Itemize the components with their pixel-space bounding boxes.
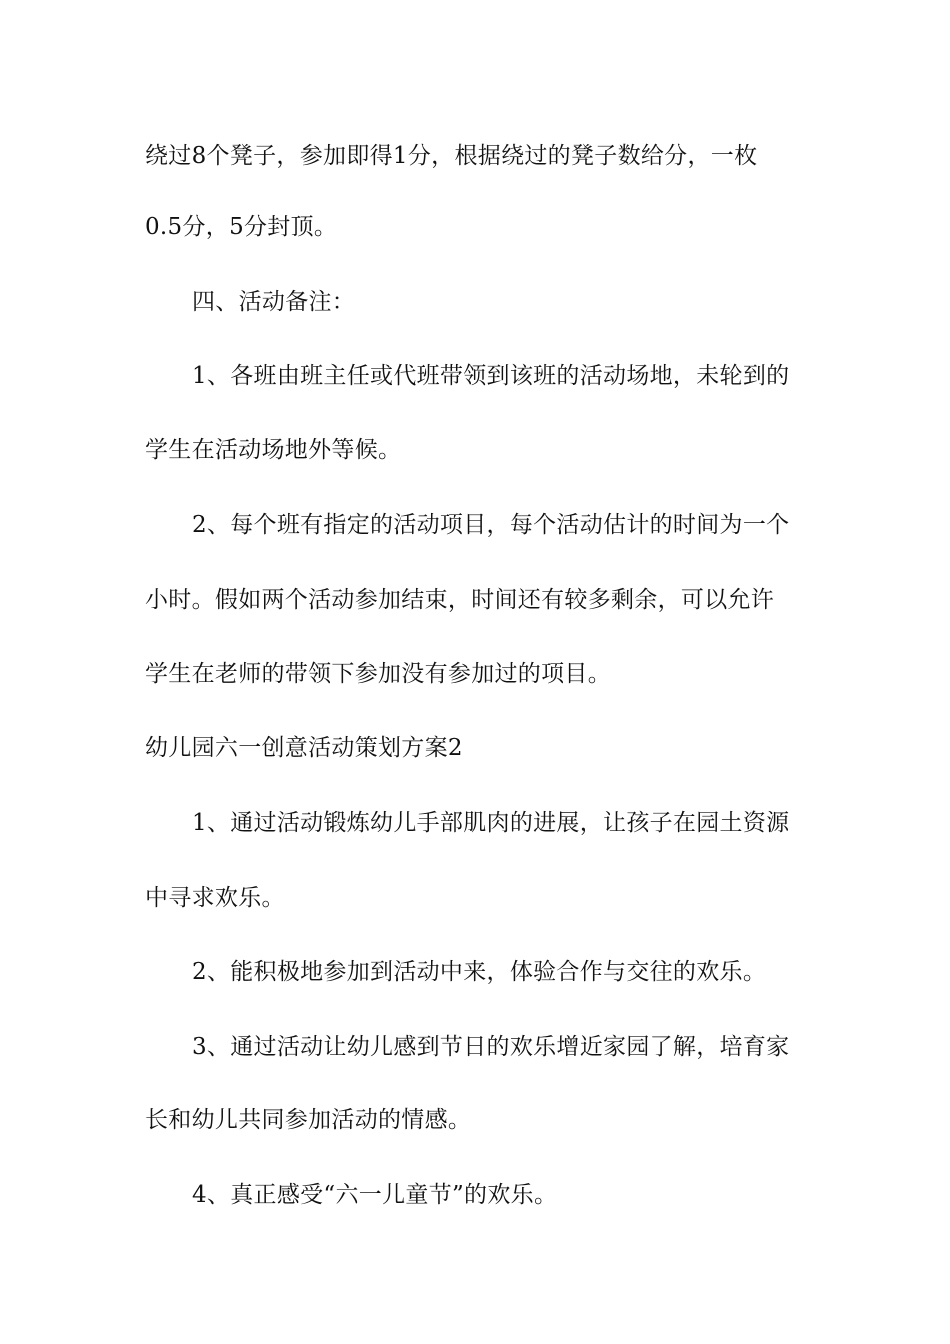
text-line: 2、每个班有指定的活动项目，每个活动估计的时间为一个 bbox=[192, 512, 790, 538]
text-line: 1、通过活动锻炼幼儿手部肌肉的进展，让孩子在园土资源 bbox=[192, 810, 790, 836]
text-line: 学生在老师的带领下参加没有参加过的项目。 bbox=[145, 661, 611, 687]
text-line: 学生在活动场地外等候。 bbox=[145, 437, 402, 463]
text-line: 3、通过活动让幼儿感到节日的欢乐增近家园了解，培育家 bbox=[192, 1034, 790, 1060]
text-line: 2、能积极地参加到活动中来，体验合作与交往的欢乐。 bbox=[192, 959, 767, 985]
text-line: 0.5分，5分封顶。 bbox=[145, 214, 338, 240]
document-title: 幼儿园六一创意活动策划方案2 bbox=[145, 735, 463, 761]
text-line: 长和幼儿共同参加活动的情感。 bbox=[145, 1107, 472, 1133]
text-line: 1、各班由班主任或代班带领到该班的活动场地，未轮到的 bbox=[192, 363, 790, 389]
text-line: 中寻求欢乐。 bbox=[145, 885, 285, 911]
section-heading: 四、活动备注： bbox=[192, 289, 356, 315]
text-line: 小时。假如两个活动参加结束，时间还有较多剩余，可以允许 bbox=[145, 587, 775, 613]
text-line: 4、真正感受“六一儿童节”的欢乐。 bbox=[192, 1182, 558, 1208]
text-line: 绕过8个凳子，参加即得1分，根据绕过的凳子数给分，一枚 bbox=[145, 143, 758, 169]
